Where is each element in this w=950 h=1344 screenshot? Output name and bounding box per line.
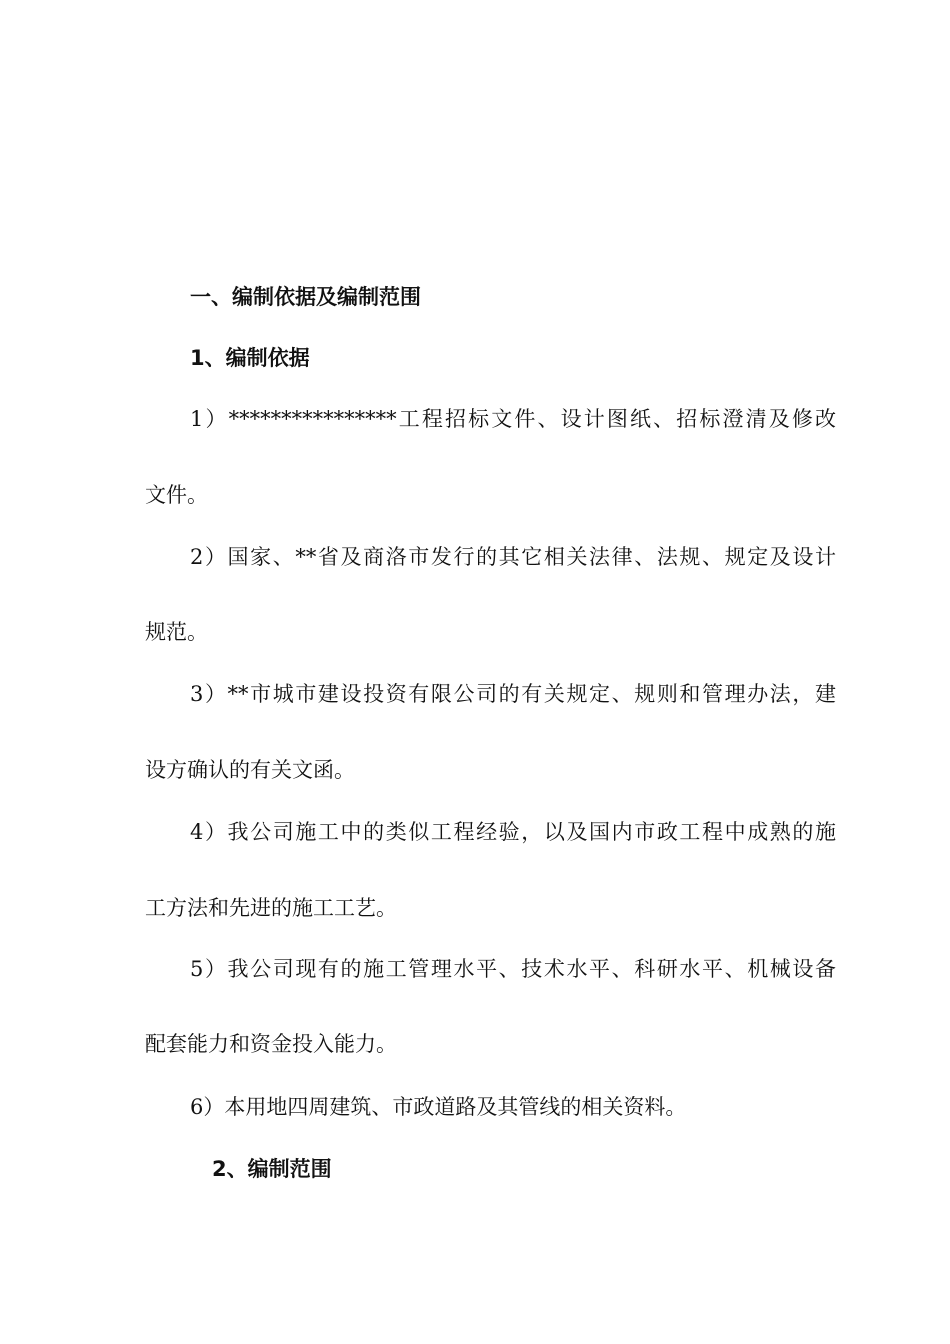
basis-item-5-line-1: 5）我公司现有的施工管理水平、技术水平、科研水平、机械设备 — [190, 957, 836, 981]
section-heading: 一、编制依据及编制范围 — [190, 285, 421, 309]
subsection-heading-scope: 2、编制范围 — [212, 1157, 332, 1181]
basis-item-2-line-1: 2）国家、**省及商洛市发行的其它相关法律、法规、规定及设计 — [190, 545, 836, 569]
basis-item-2-line-2: 规范。 — [145, 620, 208, 644]
basis-item-3-line-1: 3）**市城市建设投资有限公司的有关规定、规则和管理办法，建 — [190, 682, 836, 706]
basis-item-4-line-2: 工方法和先进的施工工艺。 — [145, 896, 397, 920]
basis-item-3-line-2: 设方确认的有关文函。 — [145, 758, 355, 782]
basis-item-1-line-2: 文件。 — [145, 483, 208, 507]
basis-item-5-line-2: 配套能力和资金投入能力。 — [145, 1032, 397, 1056]
basis-item-4-line-1: 4）我公司施工中的类似工程经验，以及国内市政工程中成熟的施 — [190, 820, 836, 844]
basis-item-1-line-1: 1）****************工程招标文件、设计图纸、招标澄清及修改 — [190, 407, 836, 431]
subsection-heading-basis: 1、编制依据 — [190, 346, 310, 370]
basis-item-6-line-1: 6）本用地四周建筑、市政道路及其管线的相关资料。 — [190, 1095, 687, 1119]
